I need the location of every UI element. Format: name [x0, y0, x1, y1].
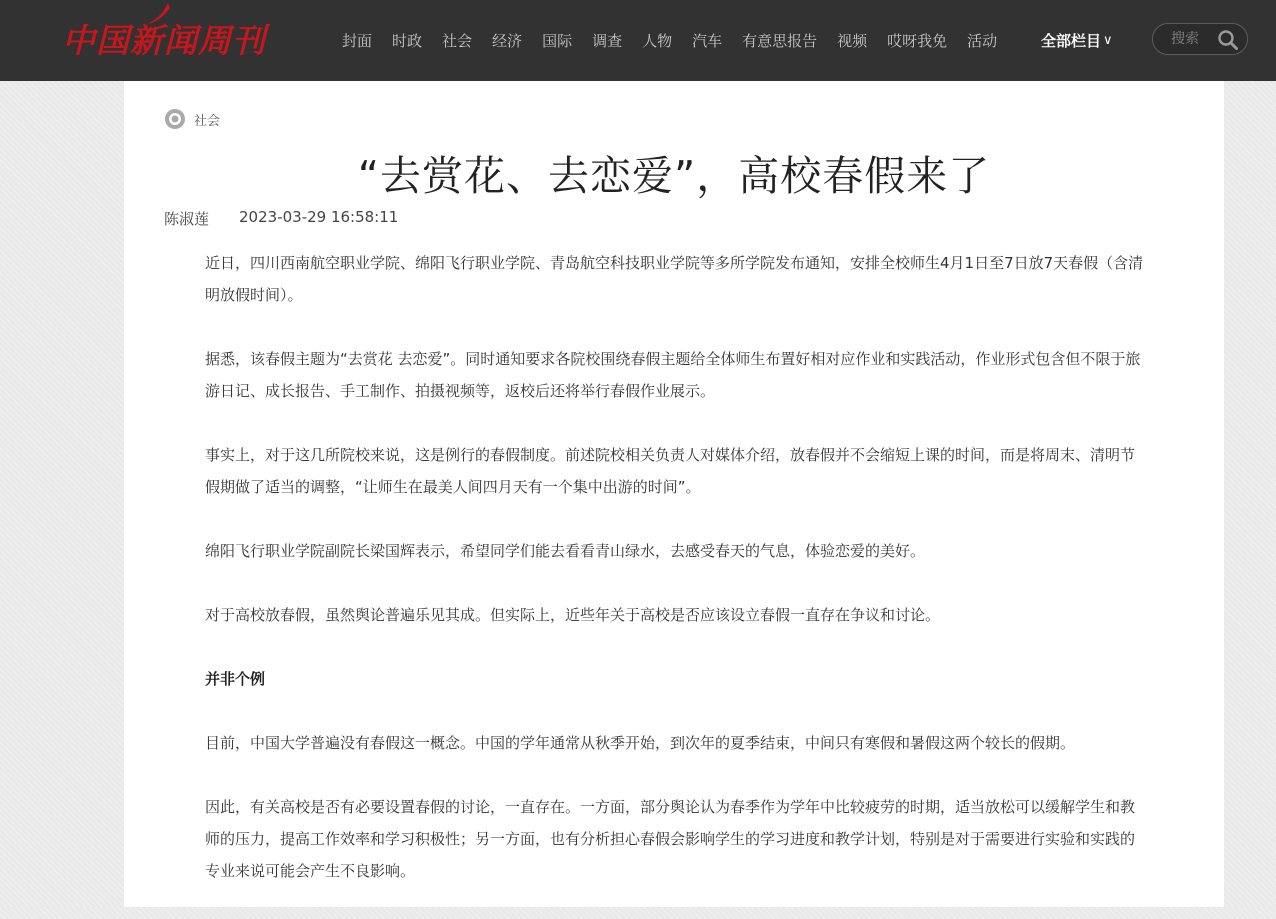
paragraph: 因此，有关高校是否有必要设置春假的讨论，一直存在。一方面，部分舆论认为春季作为学年中比较疲劳的时期，适当放松可以缓解学生和教师的压力，提高工作效率和学习积极性；另一方面，也有分析担心春假会影响学生的学习进度和教学计划，特别是对于需要进行实验和实践的专业来说可能会产生不良影响。	[205, 798, 1136, 880]
category-label: 社会	[194, 113, 221, 129]
article-category[interactable]	[164, 108, 220, 130]
paragraph: 目前，中国大学普遍没有春假这一概念。中国的学年通常从秋季开始，到次年的夏季结束，中间只有寒假和暑假这两个较长的假期。	[205, 734, 1076, 752]
logo-text: 中国新闻周刊	[62, 20, 266, 60]
site-logo[interactable]	[62, 8, 266, 68]
publish-datetime: 2023-03-29 16:58:11	[239, 208, 399, 226]
main-nav	[332, 0, 1007, 81]
article-body	[205, 247, 1145, 919]
all-columns-label: 全部栏目	[1041, 32, 1102, 50]
paragraph: 据悉，该春假主题为“去赏花 去恋爱”。同时通知要求各院校围绕春假主题给全体师生布置好相对应作业和实践活动，作业形式包含但不限于旅游日记、成长报告、手工制作、拍摄视频等，返校后还将举行春假作业展示。	[205, 350, 1141, 400]
article-container	[124, 81, 1224, 907]
search-icon[interactable]	[1217, 29, 1239, 51]
nav-item-cover[interactable]: 封面	[342, 32, 373, 50]
paragraph: 近日，四川西南航空职业学院、绵阳飞行职业学院、青岛航空科技职业学院等多所学院发布通知，安排全校师生4月1日至7日放7天春假（含清明放假时间）。	[205, 254, 1144, 304]
nav-item-society[interactable]: 社会	[442, 32, 473, 50]
nav-item-investigation[interactable]: 调查	[592, 32, 623, 50]
nav-item-video[interactable]: 视频	[837, 32, 868, 50]
category-icon	[164, 108, 186, 130]
nav-item-politics[interactable]: 时政	[392, 32, 423, 50]
paragraph: 事实上，对于这几所院校来说，这是例行的春假制度。前述院校相关负责人对媒体介绍，放春假并不会缩短上课的时间，而是将周末、清明节假期做了适当的调整，“让师生在最美人间四月天有一个集中出游的时间”。	[205, 446, 1136, 496]
nav-item-interesting-report[interactable]: 有意思报告	[742, 32, 818, 50]
chevron-down-icon: ∨	[1103, 33, 1113, 48]
nav-item-aiya[interactable]: 哎呀我免	[887, 32, 948, 50]
nav-item-people[interactable]: 人物	[642, 32, 673, 50]
author-name: 陈淑莲	[164, 210, 210, 228]
nav-item-events[interactable]: 活动	[967, 32, 998, 50]
paragraph: 绵阳飞行职业学院副院长梁国辉表示，希望同学们能去看看青山绿水，去感受春天的气息，体验恋爱的美好。	[205, 542, 926, 560]
section-subheading: 并非个例	[205, 670, 266, 688]
all-columns-dropdown[interactable]	[1041, 0, 1113, 81]
paragraph: 对于高校放春假，虽然舆论普遍乐见其成。但实际上，近些年关于高校是否应该设立春假一直存在争议和讨论。	[205, 606, 941, 624]
article-title: “去赏花、去恋爱”，高校春假来了	[357, 152, 991, 200]
article-meta	[164, 208, 398, 229]
logo-swoosh-icon	[146, 2, 172, 32]
nav-item-economy[interactable]: 经济	[492, 32, 523, 50]
nav-item-auto[interactable]: 汽车	[692, 32, 723, 50]
top-navigation-bar	[0, 0, 1276, 81]
search-box	[1152, 23, 1248, 55]
nav-item-international[interactable]: 国际	[542, 32, 573, 50]
